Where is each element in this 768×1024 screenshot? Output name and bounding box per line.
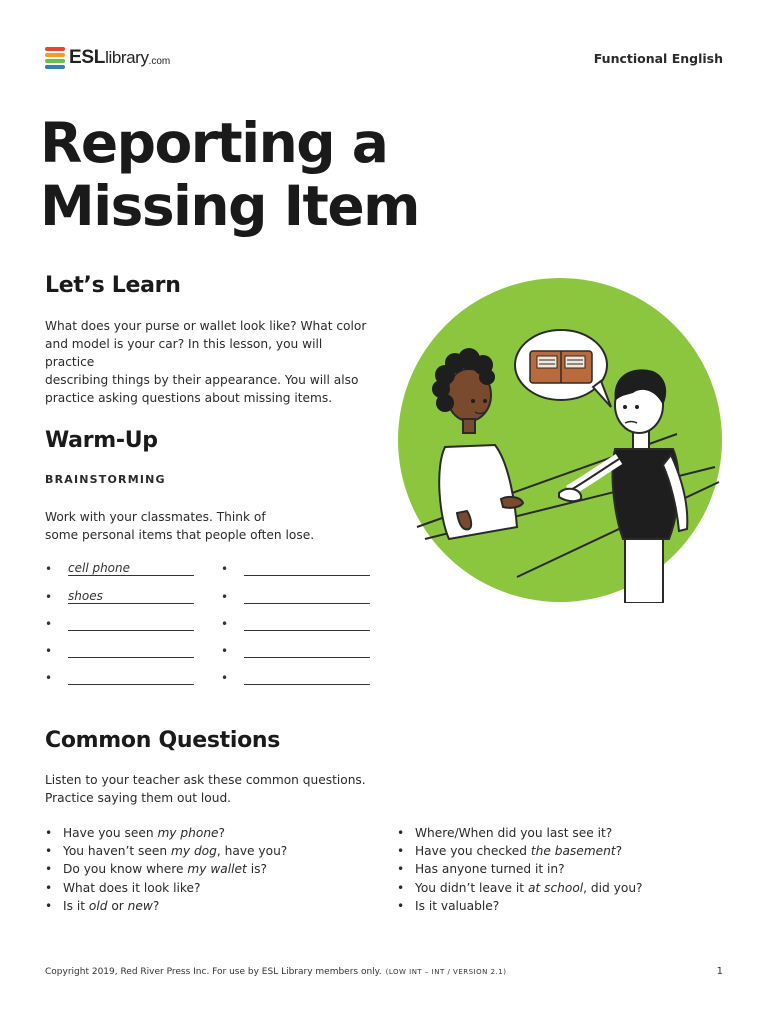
lets-learn-heading: Let’s Learn: [45, 273, 181, 298]
bullet: •: [45, 562, 53, 576]
text-line: Listen to your teacher ask these common questions.: [45, 773, 366, 787]
green-circle-background: [398, 278, 722, 602]
answer-blank[interactable]: [244, 670, 370, 685]
lost-wallet-illustration: [397, 277, 723, 603]
level-label: (LOW INT – INT / VERSION 2.1): [385, 968, 507, 976]
list-item: [45, 670, 375, 690]
questions-left-list: [45, 824, 365, 915]
bullet: •: [221, 617, 229, 631]
list-item: • You didn’t leave it at school, did you?: [397, 879, 727, 897]
common-questions-heading: Common Questions: [45, 728, 281, 753]
answer-blank[interactable]: cell phone: [68, 561, 194, 576]
list-item: • Where/When did you last see it?: [397, 824, 727, 842]
bullet: •: [45, 671, 53, 685]
text-line: practice asking questions about missing items.: [45, 391, 333, 405]
text-line: Practice saying them out loud.: [45, 791, 232, 805]
title-line-1: Reporting a: [40, 111, 388, 175]
list-item: • Has anyone turned it in?: [397, 860, 727, 878]
bullet: •: [221, 671, 229, 685]
bullet: •: [45, 590, 53, 604]
warm-up-heading: Warm-Up: [45, 428, 158, 453]
list-item: [45, 561, 375, 581]
bullet: •: [221, 562, 229, 576]
answer-blank[interactable]: [68, 643, 194, 658]
esl-library-logo: [45, 46, 170, 70]
list-item: • Is it valuable?: [397, 897, 727, 915]
bullet: •: [221, 590, 229, 604]
list-item: [45, 616, 375, 636]
warm-up-text: [45, 508, 375, 544]
brainstorming-subheading: BRAINSTORMING: [45, 473, 166, 486]
bullet: •: [221, 644, 229, 658]
answer-blank[interactable]: [244, 561, 370, 576]
logo-text-library: library: [105, 48, 149, 67]
answer-blank[interactable]: [244, 616, 370, 631]
common-questions-text: [45, 771, 385, 807]
answer-blank[interactable]: [68, 670, 194, 685]
list-item: • Is it old or new?: [45, 897, 365, 915]
list-item: • Have you checked the basement?: [397, 842, 727, 860]
logo-text-com: .com: [148, 55, 171, 67]
bullet: •: [45, 617, 53, 631]
wallet-icon: [530, 351, 592, 383]
answer-blank[interactable]: [244, 643, 370, 658]
text-line: and model is your car? In this lesson, you will practice: [45, 337, 323, 369]
logo-text-esl: ESL: [69, 47, 106, 68]
bullet: •: [45, 644, 53, 658]
footer-copyright: [45, 967, 506, 977]
text-line: Work with your classmates. Think of: [45, 510, 266, 524]
list-item: • What does it look like?: [45, 879, 365, 897]
page-title: [40, 112, 560, 238]
list-item: • You haven’t seen my dog, have you?: [45, 842, 365, 860]
title-line-2: Missing Item: [40, 174, 419, 238]
questions-right-list: [397, 824, 727, 915]
list-item: [45, 589, 375, 609]
text-line: What does your purse or wallet look like? What color: [45, 319, 367, 333]
text-line: some personal items that people often lose.: [45, 528, 315, 542]
section-label: Functional English: [593, 51, 723, 66]
list-item: • Do you know where my wallet is?: [45, 860, 365, 878]
answer-blank[interactable]: shoes: [68, 589, 194, 604]
text-line: describing things by their appearance. You will also: [45, 373, 359, 387]
answer-blank[interactable]: [68, 616, 194, 631]
logo-stripes-icon: [45, 47, 65, 69]
list-item: [45, 643, 375, 663]
list-item: • Have you seen my phone?: [45, 824, 365, 842]
answer-blank[interactable]: [244, 589, 370, 604]
copyright-text: Copyright 2019, Red River Press Inc. For use by ESL Library members only.: [45, 967, 382, 977]
lets-learn-text: [45, 317, 375, 407]
page-number: 1: [716, 966, 723, 977]
